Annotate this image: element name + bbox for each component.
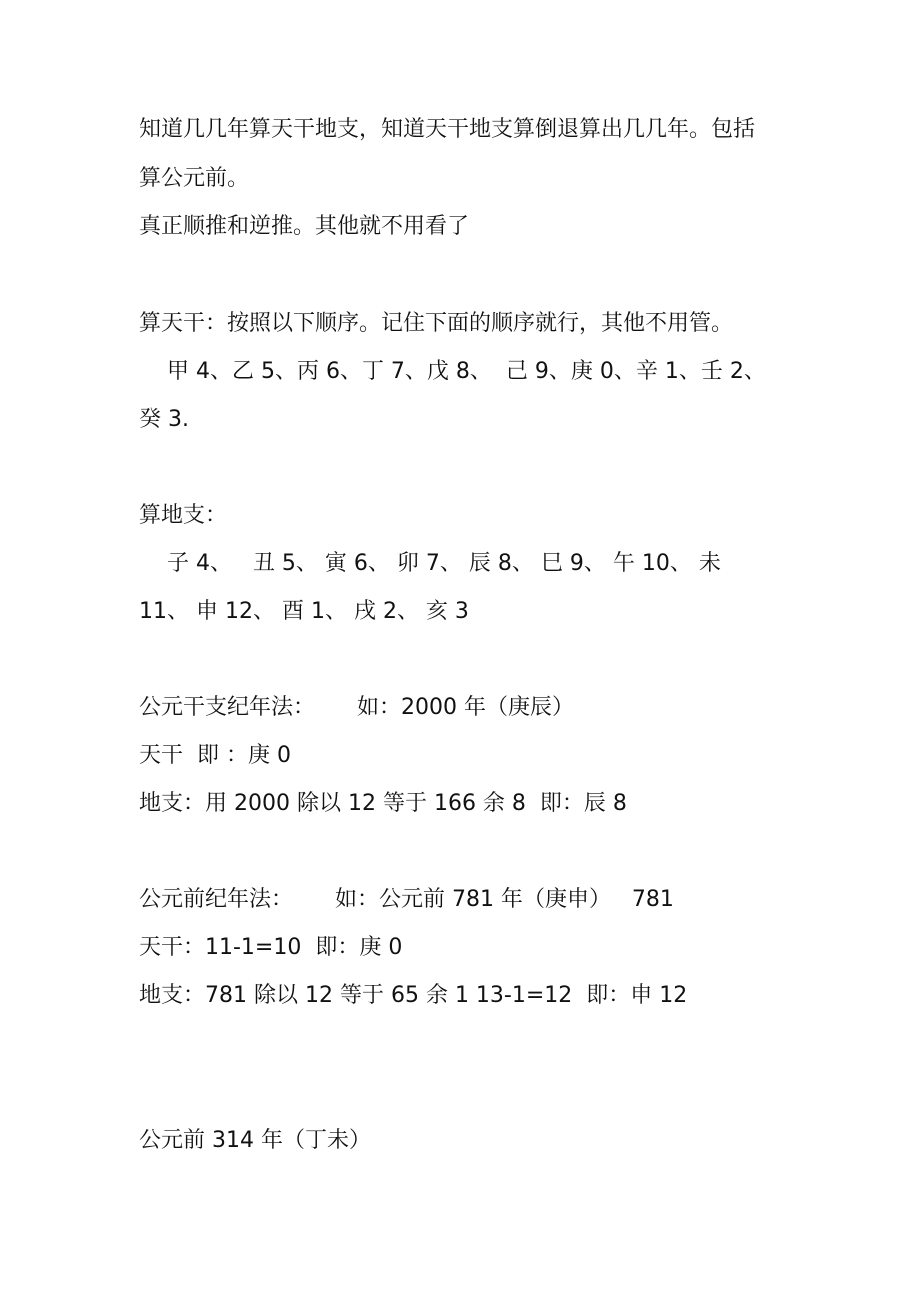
intro-line-1: 知道几几年算天干地支，知道天干地支算倒退算出几几年。包括 [139,117,756,142]
ad-method-heading: 公元干支纪年法： 如：2000 年（庚辰） [139,695,574,720]
bc-method-dizhi: 地支：781 除以 12 等于 65 余 1 13-1=12 即：申 12 [139,983,688,1008]
bc-method-tiangan: 天干：11-1=10 即：庚 0 [139,935,403,960]
bc-method-heading: 公元前纪年法： 如：公元前 781 年（庚申） 781 [139,887,674,912]
intro-line-2: 算公元前。 [139,166,250,191]
dizhi-sequence-line-2: 11、 申 12、 酉 1、 戌 2、 亥 3 [139,599,469,624]
ad-method-tiangan: 天干 即 ：庚 0 [139,743,291,768]
tiangan-heading: 算天干：按照以下顺序。记住下面的顺序就行，其他不用管。 [139,311,734,336]
intro-line-3: 真正顺推和逆推。其他就不用看了 [139,214,470,239]
tiangan-sequence-line-1: 甲 4、乙 5、丙 6、丁 7、戊 8、 己 9、庚 0、辛 1、壬 2、 [139,359,766,384]
example-line: 公元前 314 年（丁未） [139,1128,371,1153]
ad-method-dizhi: 地支：用 2000 除以 12 等于 166 余 8 即：辰 8 [139,791,627,816]
dizhi-heading: 算地支： [139,503,228,528]
dizhi-sequence-line-1: 子 4、 丑 5、 寅 6、 卯 7、 辰 8、 巳 9、 午 10、 未 [139,551,721,576]
tiangan-sequence-line-2: 癸 3. [139,407,189,432]
